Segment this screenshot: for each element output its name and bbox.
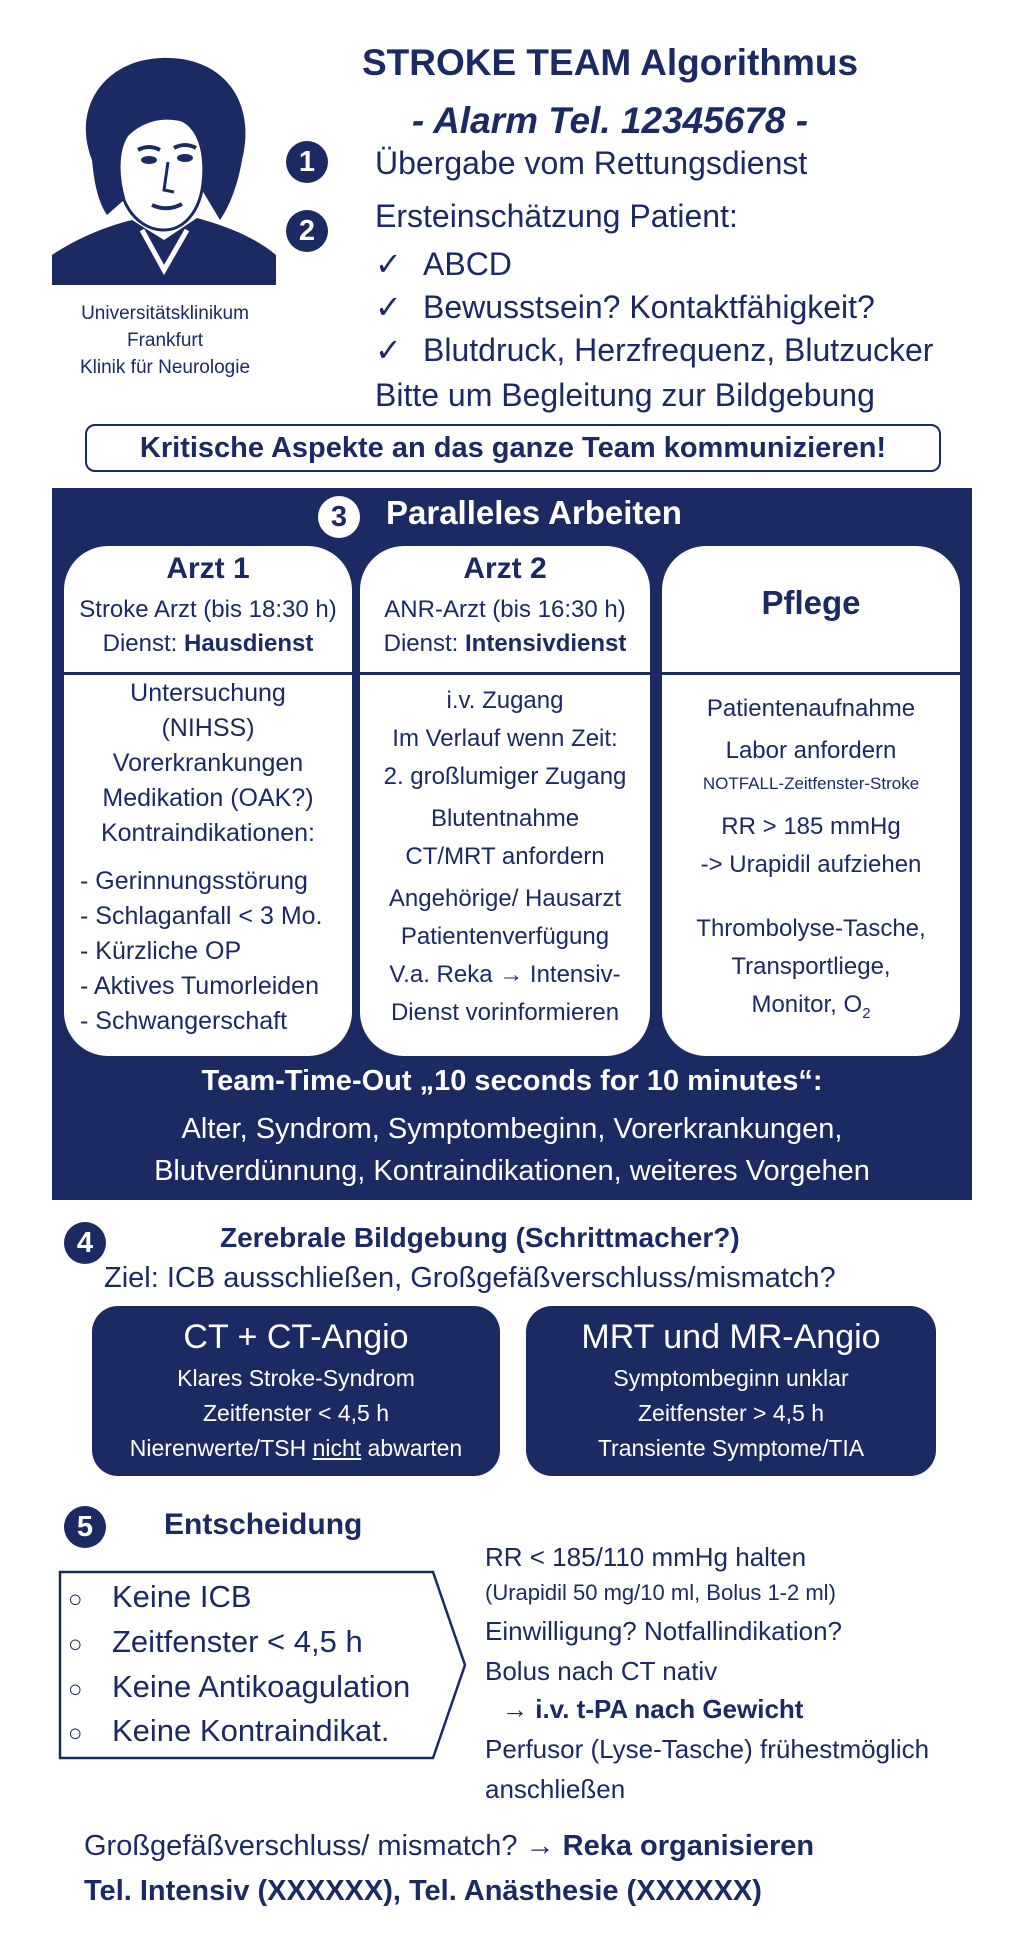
list-item: Labor anfordern: [725, 737, 897, 764]
check-item: [375, 331, 933, 369]
decision-option: [68, 1579, 252, 1615]
goethe-logo: [52, 40, 276, 285]
list-item: Transportliege,: [731, 953, 891, 980]
arzt1-title: Arzt 1: [166, 552, 250, 585]
arzt2-card: [360, 546, 650, 1056]
monitor-o2: Monitor, O: [751, 991, 863, 1018]
option-label: Keine Kontraindikat.: [112, 1713, 390, 1748]
step-number-3: 3: [318, 496, 360, 538]
ct-line: [92, 1431, 500, 1466]
critical-banner: Kritische Aspekte an das ganze Team kommunizieren!: [85, 424, 941, 472]
urapidil-note: (Urapidil 50 mg/10 ml, Bolus 1-2 ml): [485, 1580, 836, 1605]
logo-caption: [40, 300, 290, 381]
ct-line: Klares Stroke-Syndrom: [177, 1365, 415, 1391]
list-item: -> Urapidil aufziehen: [700, 851, 922, 878]
list-item: Medikation (OAK?): [102, 784, 314, 812]
dienst-value: Hausdienst: [184, 630, 314, 657]
ki-title: Kontraindikationen:: [100, 819, 316, 847]
list-item: RR > 185 mmHg: [721, 813, 901, 840]
ct-last-underlined: nicht: [312, 1435, 362, 1461]
mrt-lines: [526, 1361, 936, 1466]
dienst-prefix: Dienst:: [383, 630, 465, 657]
list-item: (NIHSS): [161, 714, 255, 742]
mrt-line: Zeitfenster > 4,5 h: [637, 1400, 825, 1426]
pflege-items: [662, 688, 960, 772]
step-number-1: 1: [286, 141, 328, 183]
circle-bullet-icon: ○: [68, 1631, 83, 1658]
timeout-line: Alter, Syndrom, Symptombeginn, Vorerkrankungen,: [181, 1113, 843, 1145]
checkmark-icon: ✓: [375, 289, 402, 325]
list-item: - Kürzliche OP: [80, 937, 242, 965]
step-number-4: 4: [64, 1222, 106, 1264]
ct-angio-box: [92, 1306, 500, 1476]
ct-last-pre: Nierenwerte/TSH: [129, 1435, 313, 1461]
arzt1-items: [64, 676, 352, 851]
circle-bullet-icon: ○: [68, 1676, 83, 1703]
decision-option: [68, 1669, 410, 1705]
arzt1-sub: Stroke Arzt (bis 18:30 h): [79, 596, 337, 623]
checkmark-icon: ✓: [375, 246, 402, 282]
option-label: Keine ICB: [112, 1579, 252, 1614]
arzt2-dienst: [360, 630, 650, 658]
list-item: [662, 986, 960, 1033]
mrt-title: MRT und MR-Angio: [581, 1318, 881, 1356]
bolus-text: Bolus nach CT nativ: [485, 1656, 718, 1686]
ct-last-post: abwarten: [361, 1435, 463, 1461]
list-item: Im Verlauf wenn Zeit:: [392, 725, 618, 752]
decision-title: Entscheidung: [164, 1508, 363, 1541]
list-item: V.a. Reka → Intensiv-: [389, 961, 621, 988]
mrt-line: Transiente Symptome/TIA: [597, 1435, 865, 1461]
list-item: Patientenaufnahme: [706, 695, 916, 722]
tpa-line: [502, 1694, 803, 1725]
option-label: Keine Antikoagulation: [112, 1669, 411, 1704]
ct-lines: [92, 1361, 500, 1466]
pflege-rr: [662, 808, 960, 884]
step-number-5: 5: [64, 1506, 106, 1548]
circle-bullet-icon: ○: [68, 1720, 83, 1747]
list-item: i.v. Zugang: [446, 687, 564, 714]
check-label: Blutdruck, Herzfrequenz, Blutzucker: [423, 332, 934, 368]
ct-title: CT + CT-Angio: [183, 1318, 409, 1356]
o2-subscript: 2: [862, 1004, 871, 1022]
check-item: [375, 245, 512, 283]
arzt1-card: [64, 546, 352, 1056]
consent-text: Einwilligung? Notfallindikation?: [485, 1616, 842, 1646]
footer-line1: [84, 1830, 814, 1863]
list-item: - Schlaganfall < 3 Mo.: [80, 902, 323, 930]
step2-text: Ersteinschätzung Patient:: [375, 198, 738, 234]
perfusor-line1: Perfusor (Lyse-Tasche) frühestmöglich: [485, 1734, 930, 1764]
arzt1-divider: [64, 672, 352, 675]
decision-option: [68, 1624, 363, 1660]
list-item: - Gerinnungsstörung: [80, 867, 308, 895]
caption-line: Klinik für Neurologie: [79, 357, 251, 378]
footer-reka: Reka organisieren: [554, 1830, 815, 1862]
notfall-label: NOTFALL-Zeitfenster-Stroke: [702, 774, 920, 793]
pflege-title: Pflege: [761, 584, 861, 621]
check-item: [375, 288, 875, 326]
arzt2-sub: ANR-Arzt (bis 16:30 h): [384, 596, 626, 623]
timeout-lines: [52, 1108, 972, 1192]
mrt-line: Symptombeginn unklar: [613, 1365, 849, 1391]
list-item: Dienst vorinformieren: [390, 999, 620, 1026]
list-item: Blutentnahme: [430, 805, 580, 832]
list-item: - Aktives Tumorleiden: [80, 972, 319, 1000]
pflege-equipment: [662, 910, 960, 1033]
caption-line: Universitätsklinikum: [81, 303, 249, 324]
footer-question: Großgefäßverschluss/ mismatch?: [84, 1830, 526, 1862]
goethe-portrait-icon: [52, 40, 276, 285]
timeout-title: Team-Time-Out „10 seconds for 10 minutes“:: [201, 1065, 823, 1097]
check-label: Bewusstsein? Kontaktfähigkeit?: [423, 289, 875, 325]
checkmark-icon: ✓: [375, 332, 402, 368]
arzt2-items: [360, 682, 650, 1032]
list-item: Patientenverfügung: [400, 923, 610, 950]
imaging-title: Zerebrale Bildgebung (Schrittmacher?): [220, 1222, 740, 1253]
list-item: 2. großlumiger Zugang: [383, 763, 627, 790]
ct-line: Zeitfenster < 4,5 h: [202, 1400, 390, 1426]
timeout-line: Blutverdünnung, Kontraindikationen, weiteres Vorgehen: [154, 1155, 870, 1187]
arzt2-divider: [360, 672, 650, 675]
option-label: Zeitfenster < 4,5 h: [112, 1624, 363, 1659]
step-number-2: 2: [286, 210, 328, 252]
tpa-text: i.v. t-PA nach Gewicht: [535, 1694, 804, 1724]
pflege-divider: [662, 672, 960, 675]
pflege-card: [662, 546, 960, 1056]
decision-option: [68, 1713, 389, 1749]
list-item: CT/MRT anfordern: [405, 843, 605, 870]
arzt2-title: Arzt 2: [463, 552, 547, 585]
list-item: Untersuchung: [130, 679, 286, 707]
page-title: STROKE TEAM Algorithmus: [361, 42, 859, 83]
dienst-value: Intensivdienst: [465, 630, 627, 657]
caption-line: Frankfurt: [126, 330, 204, 351]
ki-list: [80, 864, 323, 1039]
arzt1-dienst: [64, 630, 352, 658]
mrt-angio-box: [526, 1306, 936, 1476]
dienst-prefix: Dienst:: [102, 630, 184, 657]
parallel-title: Paralleles Arbeiten: [386, 494, 682, 531]
check-label: ABCD: [423, 246, 512, 282]
arrow-right-icon: →: [502, 1694, 528, 1724]
escort-text: Bitte um Begleitung zur Bildgebung: [375, 377, 875, 413]
footer-phones: Tel. Intensiv (XXXXXX), Tel. Anästhesie (XXXXXX): [84, 1875, 762, 1907]
perfusor-line2: anschließen: [485, 1774, 626, 1804]
alarm-phone: - Alarm Tel. 12345678 -: [411, 100, 809, 141]
arrow-right-icon: →: [525, 1830, 555, 1862]
list-item: Vorerkrankungen: [112, 749, 304, 777]
list-item: - Schwangerschaft: [80, 1007, 288, 1035]
rr-target: RR < 185/110 mmHg halten: [485, 1542, 807, 1572]
circle-bullet-icon: ○: [68, 1586, 83, 1613]
imaging-goal: Ziel: ICB ausschließen, Großgefäßverschluss/mismatch?: [104, 1262, 836, 1294]
step1-text: Übergabe vom Rettungsdienst: [375, 145, 808, 181]
list-item: Angehörige/ Hausarzt: [388, 885, 622, 912]
list-item: Thrombolyse-Tasche,: [696, 915, 926, 942]
